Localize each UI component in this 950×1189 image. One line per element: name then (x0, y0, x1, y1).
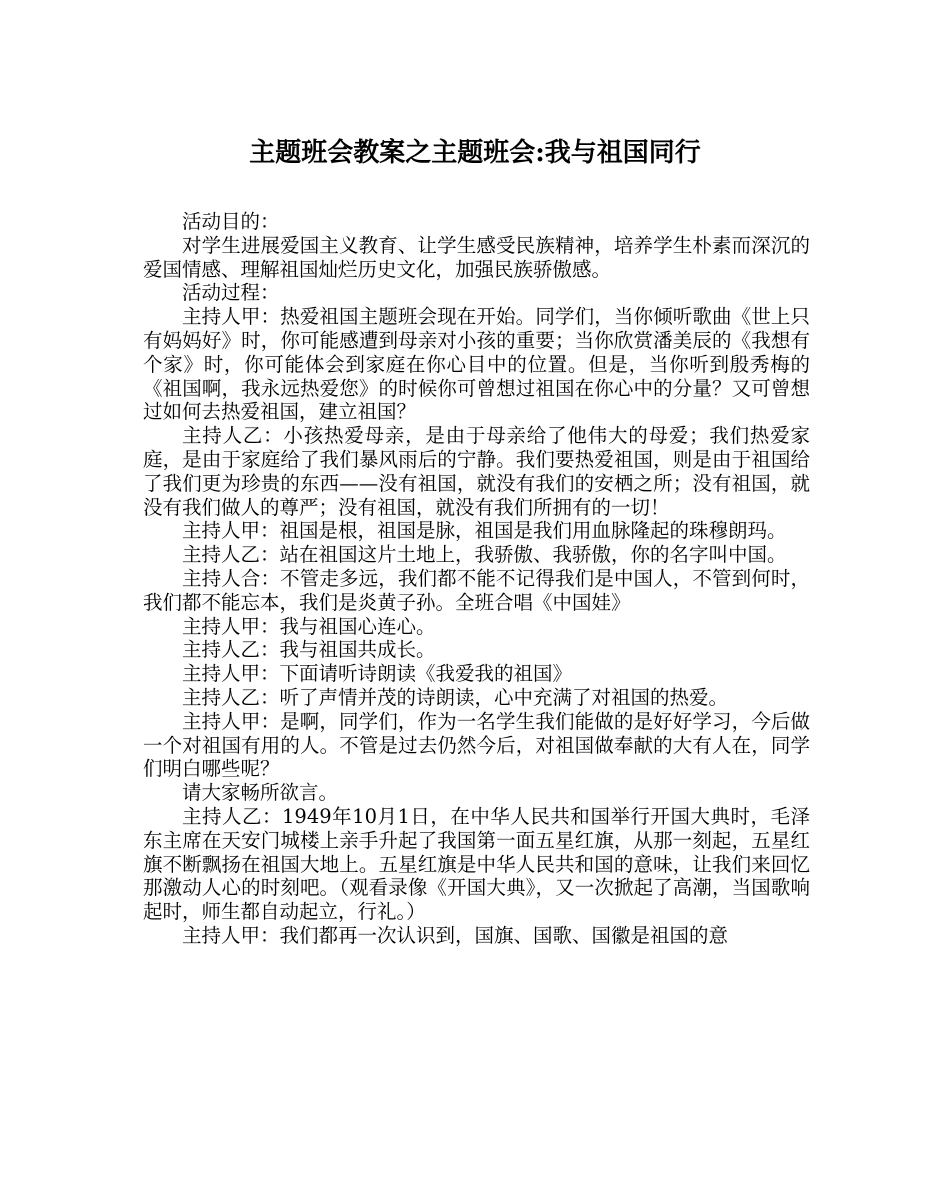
paragraph: 主持人甲：我与祖国心连心。 (182, 614, 436, 638)
paragraph: 请大家畅所欲言。 (182, 781, 339, 805)
paragraph: 主持人甲：下面请听诗朗读《我爱我的祖国》 (182, 662, 573, 686)
paragraph: 主持人乙：听了声情并茂的诗朗读，心中充满了对祖国的热爱。 (182, 685, 729, 709)
paragraph: 主持人乙：站在祖国这片土地上，我骄傲、我骄傲，你的名字叫中国。 (182, 543, 787, 567)
paragraph: 主持人乙：小孩热爱母亲，是由于母亲给了他伟大的母爱；我们热爱家庭，是由于家庭给了我们暴风雨后的宁静。我们要热爱祖国，则是由于祖国给了我们更为珍贵的东西——没有祖国，就没有我们的安栖之所；没有祖国，就没有我们做人的尊严；没有祖国，就没有我们所拥有的一切！ (143, 424, 810, 519)
paragraph: 主持人乙：1949年10月1日，在中华人民共和国举行开国大典时，毛泽东主席在天安门城楼上亲手升起了我国第一面五星红旗，从那一刻起，五星红旗不断飘扬在祖国大地上。五星红旗是中华人民共和国的意味，让我们来回忆那激动人心的时刻吧。（观看录像《开国大典》，又一次掀起了高潮，当国歌响起时，师生都自动起立，行礼。） (143, 804, 810, 924)
document-title: 主题班会教案之主题班会:我与祖国同行 (249, 138, 701, 168)
paragraph: 主持人甲：祖国是根，祖国是脉，祖国是我们用血脉隆起的珠穆朗玛。 (182, 519, 787, 543)
paragraph: 主持人乙：我与祖国共成长。 (182, 638, 436, 662)
document-body (143, 210, 810, 948)
paragraph: 活动过程： (182, 281, 280, 305)
paragraph: 对学生进展爱国主义教育、让学生感受民族精神，培养学生朴素而深沉的爱国情感、理解祖国灿烂历史文化，加强民族骄傲感。 (143, 233, 810, 281)
paragraph: 活动目的： (182, 210, 280, 233)
paragraph: 主持人合：不管走多远，我们都不能不记得我们是中国人，不管到何时，我们都不能忘本，我们是炎黄子孙。全班合唱《中国娃》 (143, 566, 810, 614)
paragraph: 主持人甲：热爱祖国主题班会现在开始。同学们，当你倾听歌曲《世上只有妈妈好》时，你可能感遭到母亲对小孩的重要；当你欣赏潘美辰的《我想有个家》时，你可能体会到家庭在你心目中的位置。但是，当你听到殷秀梅的《祖国啊，我永远热爱您》的时候你可曾想过祖国在你心中的分量？又可曾想过如何去热爱祖国，建立祖国？ (143, 305, 810, 424)
paragraph: 主持人甲：是啊，同学们，作为一名学生我们能做的是好好学习，今后做一个对祖国有用的人。不管是过去仍然今后，对祖国做奉献的大有人在，同学们明白哪些呢？ (143, 709, 810, 781)
paragraph: 主持人甲：我们都再一次认识到，国旗、国歌、国徽是祖国的意 (182, 923, 729, 947)
